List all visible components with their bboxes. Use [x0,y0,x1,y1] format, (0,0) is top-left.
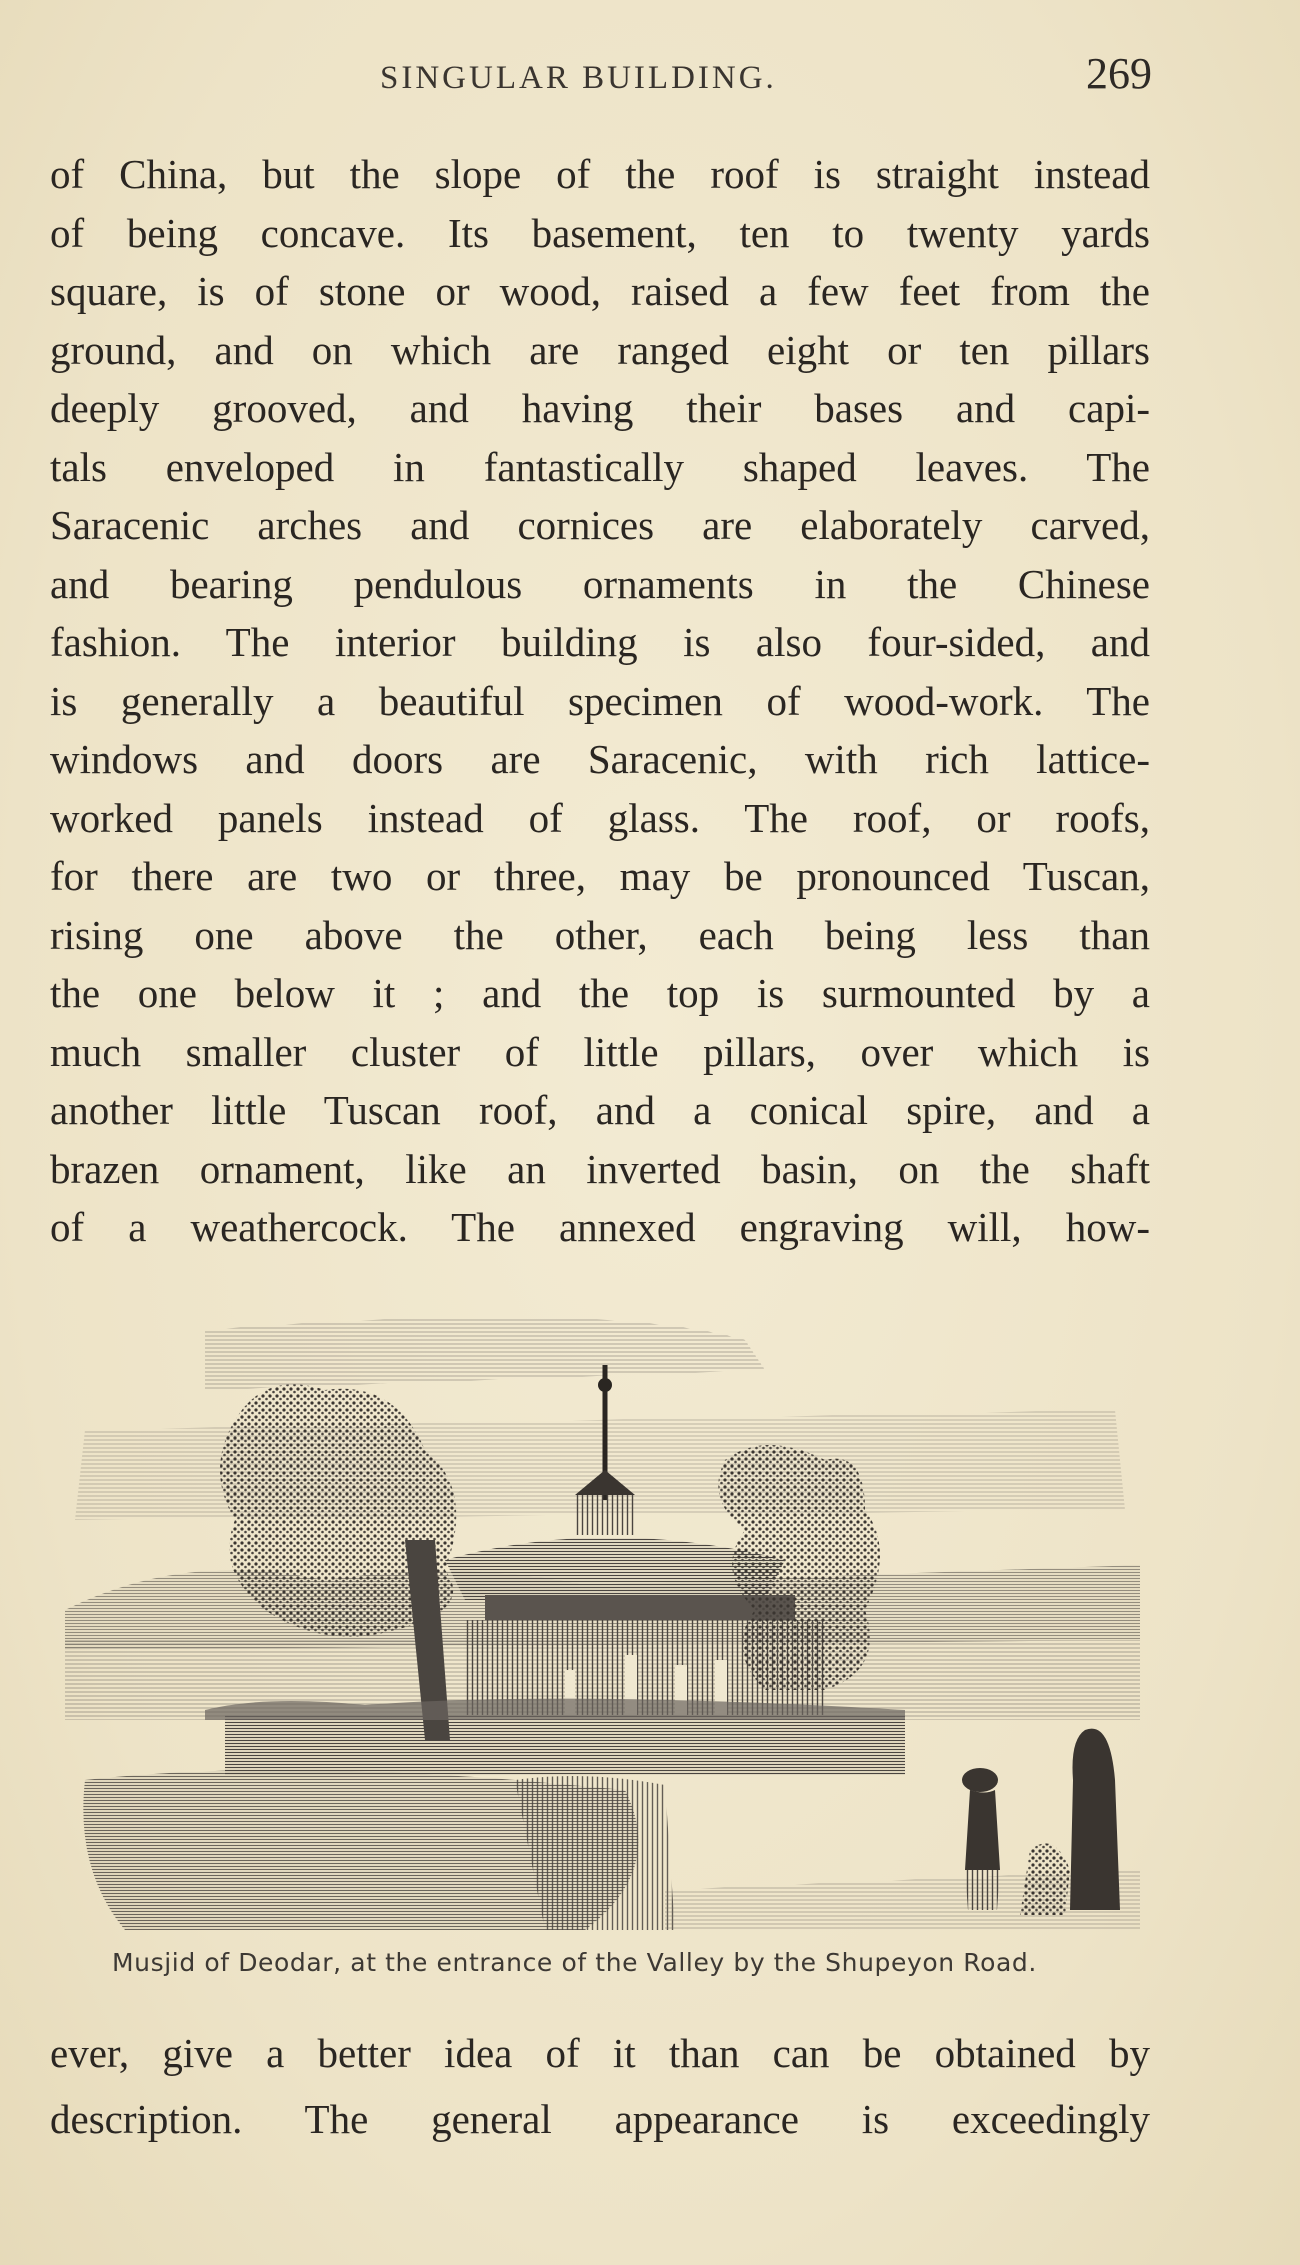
figure-caption: Musjid of Deodar, at the entrance of the Valley by the Shupeyon Road. [112,1948,1037,1977]
text-line: ground, and on which are ranged eight or ten pillars [50,326,1150,373]
running-head: SINGULAR BUILDING. [380,60,777,96]
text-line: description. The general appearance is exceedingly [50,2096,1150,2142]
text-line: of China, but the slope of the roof is straight instead [50,151,1150,197]
text-line: the one below it ; and the top is surmounted by a [50,970,1150,1016]
text-line: Saracenic arches and cornices are elaborately carved, [50,502,1150,548]
body-text-top [50,145,1150,1257]
engraving-illustration [65,1310,1140,1935]
text-line: square, is of stone or wood, raised a few feet from the [50,268,1150,314]
boundary-wall [225,1715,905,1775]
text-line: brazen ornament, like an inverted basin, on the shaft [50,1145,1150,1192]
text-line: of a weathercock. The annexed engraving will, how- [50,1204,1150,1250]
text-line: tals enveloped in fantastically shaped leaves. The [50,443,1150,490]
human-figures [962,1729,1120,1915]
text-line: deeply grooved, and having their bases and capi- [50,385,1150,431]
text-line: windows and doors are Saracenic, with rich lattice- [50,736,1150,782]
text-line: ever, give a better idea of it than can be obtained by [50,2030,1150,2076]
text-line: another little Tuscan roof, and a conical spire, and a [50,1087,1150,1133]
text-line: rising one above the other, each being less than [50,911,1150,958]
text-line: much smaller cluster of little pillars, over which is [50,1028,1150,1075]
page-header [50,50,1150,110]
text-line: of being concave. Its basement, ten to twenty yards [50,209,1150,256]
text-line: and bearing pendulous ornaments in the Chinese [50,560,1150,607]
page-number: 269 [1086,49,1152,98]
body-text-bottom [50,2020,1150,2152]
text-line: is generally a beautiful specimen of wood-work. The [50,677,1150,724]
text-line: for there are two or three, may be pronounced Tuscan, [50,853,1150,899]
text-line: fashion. The interior building is also four-sided, and [50,619,1150,665]
text-line: worked panels instead of glass. The roof, or roofs, [50,794,1150,841]
